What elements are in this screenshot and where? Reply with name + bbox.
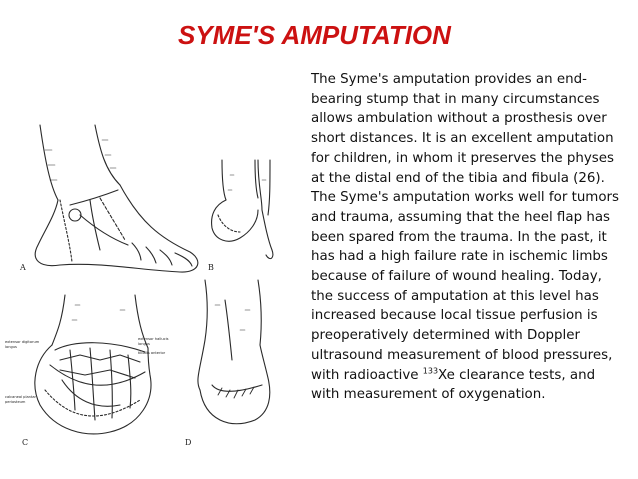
body-text <box>311 70 621 405</box>
annot-ext-hallucis: extensor hallucis <box>138 337 169 341</box>
panel-a-foot <box>35 125 198 272</box>
annot-ext-hallucis-2: longus <box>138 342 150 346</box>
panel-label-b: B <box>208 263 214 272</box>
panel-c-stump <box>35 295 151 434</box>
panel-d-sutured <box>198 280 270 424</box>
panel-label-a: A <box>20 263 26 272</box>
annot-tibialis: tibialis anterior <box>138 351 166 355</box>
paragraph-2 <box>311 188 621 405</box>
paragraph-1: The Syme's amputation provides an end-bearing stump that in many circumstances allows ambulation without a prosthesis over short distances. It is an excellent amputation for children, in whom it preserves the physes at the distal end of the tibia and fibula (26). <box>311 72 614 186</box>
panel-label-d: D <box>185 438 192 447</box>
anatomical-illustration <box>0 0 300 479</box>
annot-calcaneal: calcaneal plantar <box>5 395 37 399</box>
panel-label-c: C <box>22 438 29 447</box>
paragraph-2-end: Xe clearance tests, and with measurement of oxygenation. <box>311 367 596 403</box>
slide-title: SYME'S AMPUTATION <box>178 20 451 50</box>
panel-b-bones <box>212 160 273 259</box>
annot-calcaneal-2: periosteum <box>5 400 26 404</box>
annot-ext-digitorum: extensor digitorum <box>5 340 40 344</box>
paragraph-2-text: The Syme's amputation works well for tumors and trauma, assuming that the heel flap has been spared from the trauma. In the past, it has had a high failure rate in ischemic limbs because of failure of wound healing. Today, the success of amputation at this level has increased because local tissue perfusion is preoperatively determined with Doppler ultrasound measurement of blood pressures, with radioactive <box>311 190 620 383</box>
annot-ext-digitorum-2: longus <box>5 345 17 349</box>
isotope-superscript: 133 <box>422 366 439 376</box>
